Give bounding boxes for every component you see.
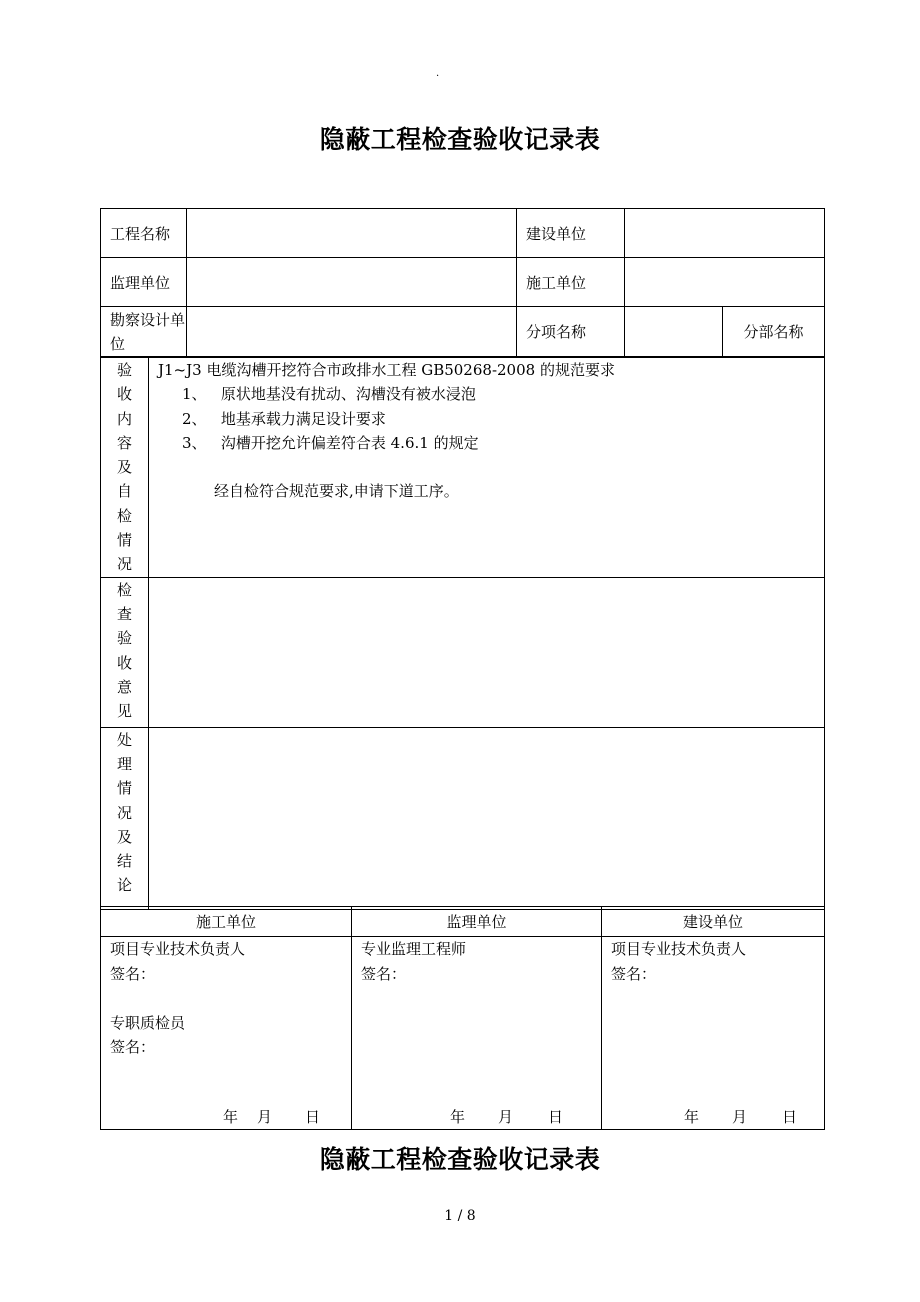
owner-sign: 签名： — [611, 964, 657, 983]
inspection-item: 2、 地基承载力满足设计要求 — [182, 409, 386, 428]
supervisor-header: 监理单位 — [352, 907, 602, 937]
supervisor-signature-block[interactable] — [352, 937, 602, 1130]
project-name-field[interactable] — [187, 209, 517, 258]
inspection-content-field[interactable] — [149, 358, 825, 578]
owner-tech-lead: 项目专业技术负责人 — [611, 940, 747, 958]
sub-item-label: 分项名称 — [517, 307, 625, 357]
survey-design-field[interactable] — [187, 307, 517, 357]
page-title: 隐蔽工程检查验收记录表 — [319, 125, 601, 154]
supervisor-label: 监理单位 — [101, 258, 187, 307]
sub-item-field[interactable] — [625, 307, 723, 357]
supervisor-sign: 签名： — [361, 964, 407, 983]
owner-signature-block[interactable] — [602, 937, 825, 1130]
owner-date: 年 月 日 — [684, 1108, 798, 1126]
contractor-tech-lead: 项目专业技术负责人 — [110, 940, 246, 958]
inspection-summary: J1~J3 电缆沟槽开挖符合市政排水工程 GB50268-2008 的规范要求 — [158, 361, 615, 379]
next-page-title: 隐蔽工程检查验收记录表 — [319, 1145, 601, 1174]
owner-header: 建设单位 — [602, 907, 825, 937]
supervisor-engineer: 专业监理工程师 — [361, 940, 467, 958]
inspection-item: 1、 原状地基没有扰动、沟槽没有被水浸泡 — [182, 385, 476, 404]
contractor-sign-2: 签名： — [110, 1038, 156, 1056]
supervisor-field[interactable] — [187, 258, 517, 307]
contractor-date: 年 月 日 — [223, 1108, 321, 1126]
division-label: 分部名称 — [723, 307, 825, 357]
handling-conclusion-field[interactable] — [149, 727, 825, 909]
handling-conclusion-label: 处 理 情 况 及 结 论 — [101, 727, 149, 909]
contractor-label: 施工单位 — [517, 258, 625, 307]
project-name-label: 工程名称 — [101, 209, 187, 258]
contractor-signature-block[interactable] — [101, 937, 352, 1130]
inspection-detail-table — [100, 357, 825, 910]
header-mark: . — [436, 68, 440, 79]
owner-field[interactable] — [625, 209, 825, 258]
acceptance-opinion-field[interactable] — [149, 577, 825, 727]
page-number: 1 / 8 — [444, 1208, 476, 1224]
signature-table — [100, 906, 825, 1130]
inspection-record-table — [100, 208, 825, 357]
contractor-qc-inspector: 专职质检员 — [110, 1013, 186, 1032]
acceptance-opinion-label: 检 查 验 收 意 见 — [101, 577, 149, 727]
inspection-conclusion: 经自检符合规范要求,申请下道工序。 — [214, 482, 459, 501]
contractor-sign-1: 签名： — [110, 964, 156, 983]
survey-design-label: 勘察设计单位 — [101, 307, 187, 357]
contractor-field[interactable] — [625, 258, 825, 307]
contractor-header: 施工单位 — [101, 907, 352, 937]
inspection-item: 3、 沟槽开挖允许偏差符合表 4.6.1 的规定 — [182, 433, 479, 452]
inspection-content-label: 验 收 内 容 及 自 检 情 况 — [101, 358, 149, 578]
supervisor-date: 年 月 日 — [450, 1108, 564, 1126]
owner-label: 建设单位 — [517, 209, 625, 258]
